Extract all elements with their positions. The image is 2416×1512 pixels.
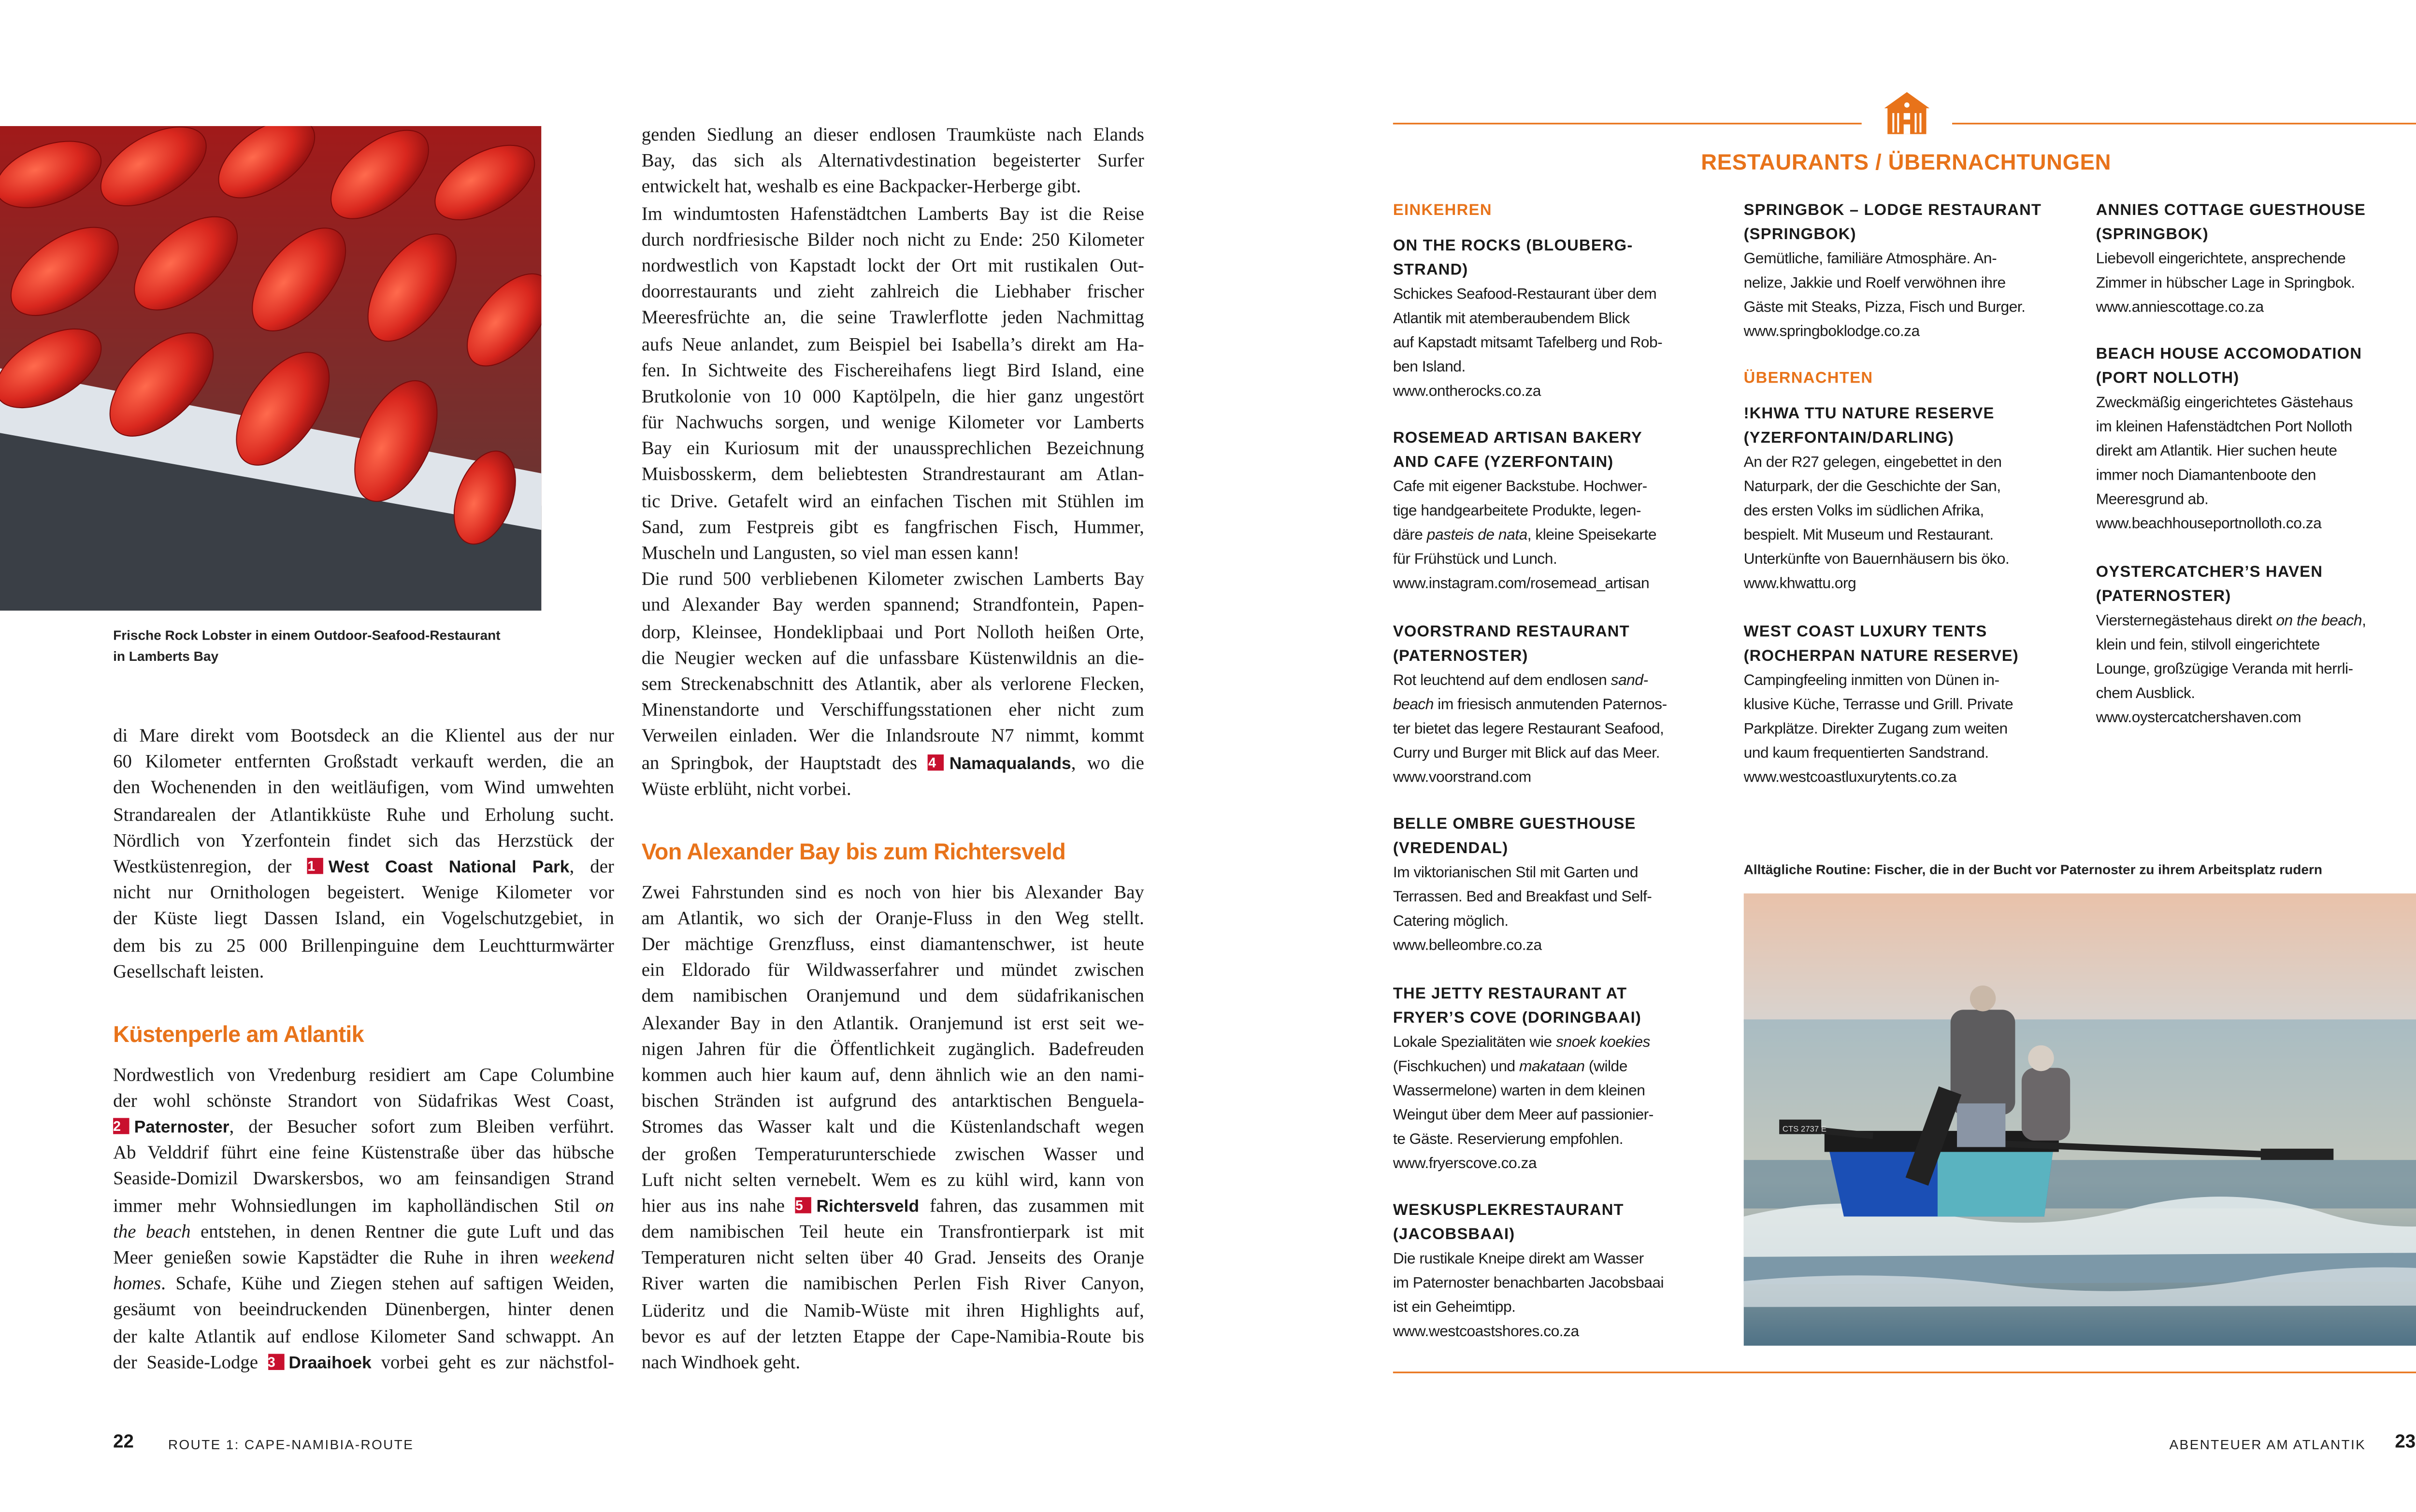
header-rule-right <box>1952 122 2416 124</box>
italic-term: beach <box>1393 695 1434 713</box>
text-line: Die rund 500 verbliebenen Kilometer zwischen Lamberts Bay <box>641 569 1144 590</box>
listing-title: (JACOBSBAAI) <box>1393 1226 1515 1244</box>
listing-text: Cafe mit eigener Backstube. Hochwer- <box>1393 478 1647 496</box>
text-line: der wohl schönste Strandort von Südafrikas West Coast, <box>113 1090 614 1112</box>
listing-text: Lokale Spezialitäten wie snoek koekies <box>1393 1033 1650 1051</box>
listing-text: Weingut über dem Meer auf passionier- <box>1393 1106 1654 1124</box>
location-name: Richtersveld <box>816 1197 920 1217</box>
listing-title: VOORSTRAND RESTAURANT <box>1393 623 1630 641</box>
paragraph <box>113 1063 614 1377</box>
running-title-left: ROUTE 1: CAPE-NAMIBIA-ROUTE <box>168 1436 414 1453</box>
listing-text: Curry und Burger mit Blick auf das Meer. <box>1393 744 1660 762</box>
text-line: Verweilen einladen. Wer die Inlandsroute N7 nimmt, kommt <box>641 726 1144 747</box>
italic-term: homes <box>113 1273 161 1295</box>
paragraph <box>642 201 1144 568</box>
listing-text: immer noch Diamantenboote den <box>2096 467 2316 485</box>
text-line: Luft nicht selten vernebelt. Wem es zu kühl wird, kann von <box>641 1169 1144 1190</box>
listing-url[interactable]: www.springboklodge.co.za <box>1743 322 1920 340</box>
running-title-right: ABENTEUER AM ATLANTIK <box>2169 1436 2366 1453</box>
text-line: bevor es auf der letzten Etappe der Cape-Namibia-Route bis <box>641 1326 1144 1347</box>
text-line: fen. In Sichtweite des Fischereihafens liegt Bird Island, eine <box>641 359 1144 381</box>
listing-entry <box>1393 813 1725 958</box>
text-line: Minenstandorte und Verschiffungsstationen eher nicht zum <box>641 699 1144 721</box>
page-number-left: 22 <box>113 1433 134 1453</box>
location-name: West Coast National Park <box>328 857 570 877</box>
listing-title: FRYER’S COVE (DORINGBAAI) <box>1393 1009 1641 1027</box>
listing-text: Die rustikale Kneipe direkt am Wasser <box>1393 1250 1644 1269</box>
text-line: Alexander Bay in den Atlantik. Oranjemund ist erst seit we- <box>641 1012 1144 1034</box>
location-marker: 5 <box>795 1197 811 1213</box>
text-line: an Springbok, der Hauptstadt des 4 Namaqualands, wo die <box>641 752 1144 773</box>
text-line: gesäumt von beeindruckenden Dünenbergen, hinter denen <box>113 1299 614 1321</box>
location-name: Draaihoek <box>288 1353 372 1373</box>
text-line: der Küste liegt Dassen Island, ein Vogelschutzgebiet, in <box>113 908 614 930</box>
listing-text: Liebevoll eingerichtete, ansprechende <box>2096 249 2346 268</box>
text-line: Zwei Fahrstunden sind es noch von hier bis Alexander Bay <box>641 881 1144 903</box>
text-line: Gesellschaft leisten. <box>113 960 264 982</box>
listing-title: (PORT NOLLOTH) <box>2096 370 2240 388</box>
listing-text: An der R27 gelegen, eingebettet in den <box>1743 454 2002 472</box>
text-line: the beach entstehen, in denen Rentner die gute Luft und das <box>113 1221 614 1242</box>
text-line: der kalte Atlantik auf endlose Kilometer Sand schwappt. An <box>113 1326 614 1347</box>
text-line: Brutkolonie von 10 000 Kaptölpeln, die hier ganz ungestört <box>641 385 1144 407</box>
listing-text: Viersternegästehaus direkt on the beach, <box>2096 611 2366 629</box>
text-line: Nordwestlich von Vredenburg residiert am Cape Columbine <box>113 1064 614 1085</box>
listing-title: (PATERNOSTER) <box>1393 647 1528 665</box>
listing-entry <box>1744 620 2075 789</box>
listing-text: Zweckmäßig eingerichtetes Gästehaus <box>2096 394 2353 412</box>
page-number-right: 23 <box>2395 1433 2416 1453</box>
header-rule-left <box>1393 122 1862 124</box>
listing-text: und kaum frequentierten Sandstrand. <box>1743 744 1989 762</box>
text-line: Bay ein Kuriosum mit der unaussprechlichen Bezeichnung <box>641 438 1144 459</box>
house-icon <box>1881 90 1933 136</box>
text-line: hier aus ins nahe 5 Richtersveld fahren, das zusammen mit <box>641 1195 1144 1217</box>
location-marker: 2 <box>113 1118 129 1134</box>
paragraph <box>113 724 614 985</box>
section-title: RESTAURANTS / ÜBERNACHTUNGEN <box>1701 150 2112 175</box>
boat-registration: CTS 2737 E <box>1782 1124 1826 1134</box>
italic-term: on <box>595 1195 614 1216</box>
listing-url[interactable]: www.westcoastshores.co.za <box>1393 1323 1579 1341</box>
listing-url[interactable]: www.belleombre.co.za <box>1393 937 1542 955</box>
listing-url[interactable]: www.beachhouseportnolloth.co.za <box>2096 515 2322 533</box>
text-line: nigen Jahren für die Öffentlichkeit zugänglich. Badefreuden <box>641 1038 1144 1060</box>
text-line: aufs Neue anlandet, zum Beispiel bei Isabella’s direkt am Ha- <box>641 333 1144 355</box>
listing-title: ON THE ROCKS (BLOUBERG- <box>1393 236 1633 255</box>
text-line: Muisbosskerm, dem beliebtesten Strandrestaurant am Atlan- <box>641 464 1144 485</box>
listing-text: Naturpark, der die Geschichte der San, <box>1743 478 2001 496</box>
listing-text: nelize, Jakkie und Roelf verwöhnen ihre <box>1743 273 2006 292</box>
location-name: Paternoster <box>134 1118 230 1138</box>
listing-text: Meeresgrund ab. <box>2096 491 2209 509</box>
caption-line: in Lamberts Bay <box>113 648 219 664</box>
text-line: Stromes das Wasser kalt und die Küstenlandschaft wegen <box>641 1117 1144 1138</box>
listing-text: auf Kapstadt mitsamt Tafelberg und Rob- <box>1393 333 1663 352</box>
text-line: den Wochenenden in den weitläufigen, vom Wind umwehten <box>113 777 614 799</box>
listing-url[interactable]: www.fryerscove.co.za <box>1393 1154 1537 1172</box>
listing-text: ist ein Geheimtipp. <box>1393 1298 1516 1317</box>
category-label: ÜBERNACHTEN <box>1743 370 1873 388</box>
fisher-photo-caption: Alltägliche Routine: Fischer, die in der Bucht vor Paternoster zu ihrem Arbeitsplatz rudern <box>1743 861 2322 878</box>
text-line: die Neugier wecken auf die unfassbare Küstenwildnis an die- <box>641 647 1144 669</box>
listing-title: AND CAFE (YZERFONTAIN) <box>1393 454 1614 472</box>
text-line: Nördlich von Yzerfontein findet sich das Herzstück der <box>113 830 614 851</box>
listing-title: OYSTERCATCHER’S HAVEN <box>2096 563 2323 581</box>
text-line: nach Windhoek geht. <box>641 1352 801 1373</box>
listing-title: SPRINGBOK – LODGE RESTAURANT <box>1743 201 2042 219</box>
listing-column-1 <box>1393 198 1725 1368</box>
text-line: homes. Schafe, Kühe und Ziegen stehen auf saftigen Weiden, <box>113 1273 614 1295</box>
text-line: Wüste erblüht, nicht vorbei. <box>641 778 851 799</box>
listing-text: beach im friesisch anmutenden Paternos- <box>1393 695 1667 713</box>
listing-entry <box>2096 342 2416 536</box>
subheading: Von Alexander Bay bis zum Richtersveld <box>641 838 1066 864</box>
listing-text: ben Island. <box>1393 357 1466 376</box>
text-line: dem namibischen Teil heute ein Transfrontierpark ist mit <box>641 1221 1144 1243</box>
listing-url[interactable]: www.instagram.com/rosemead_artisan <box>1393 575 1650 593</box>
text-line: dem namibischen Oranjemund und dem südafrikanischen <box>641 986 1144 1007</box>
listing-entry <box>2096 198 2416 319</box>
listing-url[interactable]: www.khwattu.org <box>1743 575 1856 593</box>
listing-title: !KHWA TTU NATURE RESERVE <box>1743 405 1995 424</box>
listing-text: des ersten Volks im südlichen Afrika, <box>1743 502 1984 520</box>
paragraph <box>642 568 1144 803</box>
listing-text: bespielt. Mit Museum und Restaurant. <box>1743 527 1994 545</box>
italic-term: on the beach <box>2276 611 2362 629</box>
listing-url[interactable]: www.voorstrand.com <box>1393 768 1531 786</box>
text-line: kommen auch hier kaum auf, denn ähnlich wie an den nami- <box>641 1064 1144 1086</box>
italic-term: pasteis de nata <box>1426 527 1527 545</box>
listing-text: im kleinen Hafenstädtchen Port Nolloth <box>2096 418 2352 436</box>
paragraph <box>642 123 1144 201</box>
listing-title: WESKUSPLEKRESTAURANT <box>1393 1202 1624 1220</box>
text-line: doorrestaurants und zieht zahlreich die Liebhaber frischer <box>641 281 1144 302</box>
fisher-photo <box>1744 893 2416 1345</box>
listing-url[interactable]: www.ontherocks.co.za <box>1393 382 1541 400</box>
body-column-1 <box>113 724 614 1376</box>
subheading: Küstenperle am Atlantik <box>113 1020 364 1047</box>
listing-title: WEST COAST LUXURY TENTS <box>1743 623 1987 641</box>
listing-url[interactable]: www.westcoastluxurytents.co.za <box>1743 768 1957 786</box>
body-column-2 <box>642 123 1144 1377</box>
listing-entry <box>1393 233 1725 403</box>
listing-entry <box>1744 198 2075 343</box>
text-line: immer mehr Wohnsiedlungen im kapholländischen Stil on <box>113 1195 614 1216</box>
listing-title: THE JETTY RESTAURANT AT <box>1393 984 1627 1003</box>
listing-text: (Fischkuchen) und makataan (wilde <box>1393 1057 1627 1075</box>
lobster-photo-caption <box>113 625 565 667</box>
text-line: nordwestlich von Kapstadt lockt der Ort mit rustikalen Out- <box>641 255 1144 276</box>
text-line: sem Streckenabschnitt des Atlantik, aber als verlorene Flecken, <box>641 673 1144 695</box>
text-line: Muscheln und Langusten, so viel man essen kann! <box>641 542 1020 564</box>
text-line: Westküstenregion, der 1 West Coast National Park, der <box>113 856 614 877</box>
listing-title: (VREDENDAL) <box>1393 840 1509 858</box>
text-line: für Nachwuchs sorgen, und wenige Kilometer vor Lamberts <box>641 412 1144 433</box>
listing-text: Rot leuchtend auf dem endlosen sand- <box>1393 671 1648 689</box>
text-line: und Alexander Bay werden spannend; Strandfontein, Papen- <box>641 595 1144 616</box>
location-marker: 3 <box>268 1354 284 1369</box>
text-line: der großen Temperaturunterschiede zwischen Wasser und <box>641 1143 1144 1164</box>
text-line: entwickelt hat, weshalb es eine Backpacker-Herberge gibt. <box>641 176 1081 198</box>
listing-column-2 <box>1744 198 2075 813</box>
text-line: tic Drive. Getafelt wird an einfachen Tischen mit Stühlen im <box>641 490 1144 512</box>
listing-text: ter bietet das legere Restaurant Seafood, <box>1393 719 1664 738</box>
listing-text: te Gäste. Reservierung empfohlen. <box>1393 1130 1624 1148</box>
text-line: Sand, zum Festpreis gibt es fangfrischen Fisch, Hummer, <box>641 516 1144 538</box>
listing-text: Parkplätze. Direkter Zugang zum weiten <box>1743 719 2008 738</box>
text-line: bischen Stränden ist aufgrund des antarktischen Benguela- <box>641 1091 1144 1112</box>
listing-title: (PATERNOSTER) <box>2096 587 2231 605</box>
location-name: Namaqualands <box>949 754 1071 773</box>
listing-text: Zimmer in hübscher Lage in Springbok. <box>2096 273 2355 292</box>
listing-title: BEACH HOUSE ACCOMODATION <box>2096 345 2362 364</box>
listing-title: STRAND) <box>1393 261 1468 279</box>
listing-title: (SPRINGBOK) <box>1743 225 1856 243</box>
paragraph <box>642 880 1144 1377</box>
italic-term: makataan <box>1519 1057 1585 1075</box>
text-line: Strandarealen der Atlantikküste Ruhe und Erholung sucht. <box>113 804 614 825</box>
category-label: EINKEHREN <box>1393 201 1492 219</box>
listing-title: (SPRINGBOK) <box>2096 225 2209 243</box>
text-line: ein Eldorado für Wildwasserfahrer und mündet zwischen <box>641 960 1144 981</box>
listing-entry <box>1393 1199 1725 1344</box>
italic-term: the beach <box>113 1221 191 1242</box>
listing-text: Unterkünfte von Bauernhäusern bis öko. <box>1743 551 2010 569</box>
text-line: River warten die namibischen Perlen Fish River Canyon, <box>641 1273 1144 1295</box>
listing-text: Im viktorianischen Stil mit Garten und <box>1393 864 1639 883</box>
italic-term: weekend <box>549 1247 614 1269</box>
text-line: Meeresfrüchte an, die seine Trawlerflotte jeden Nachmittag <box>641 307 1144 328</box>
listing-title: ANNIES COTTAGE GUESTHOUSE <box>2096 201 2366 219</box>
text-line: Der mächtige Grenzfluss, einst diamantenschwer, ist heute <box>641 934 1144 955</box>
caption-line: Frische Rock Lobster in einem Outdoor-Seafood-Restaurant <box>113 627 501 643</box>
listing-entry <box>1393 620 1725 789</box>
text-line: Seaside-Domizil Dwarskersbos, wo am feinsandigen Strand <box>113 1169 614 1190</box>
listing-column-3 <box>2096 198 2416 753</box>
listing-text: Campingfeeling inmitten von Dünen in- <box>1743 671 1999 689</box>
italic-term: snoek koekies <box>1556 1033 1650 1051</box>
listing-text: Gäste mit Steaks, Pizza, Fisch und Burger. <box>1743 298 2026 316</box>
text-line: der Seaside-Lodge 3 Draaihoek vorbei geht es zur nächstfol- <box>113 1352 614 1373</box>
text-line: Im windumtosten Hafenstädtchen Lamberts Bay ist die Reise <box>641 202 1144 224</box>
text-line: Bay, das sich als Alternativdestination begeisterter Surfer <box>641 150 1144 172</box>
text-line: Temperaturen nicht selten über 40 Grad. Jenseits des Oranje <box>641 1247 1144 1269</box>
listing-entry <box>2096 560 2416 729</box>
text-line: dorp, Kleinsee, Hondeklipbaai und Port Nolloth heißen Orte, <box>641 621 1144 642</box>
location-marker: 4 <box>928 754 944 770</box>
text-line: 60 Kilometer entfernten Großstadt verkauft werden, die an <box>113 751 614 773</box>
listing-title: BELLE OMBRE GUESTHOUSE <box>1393 815 1636 834</box>
listing-url[interactable]: www.anniescottage.co.za <box>2096 298 2264 316</box>
listing-entry <box>1744 402 2075 596</box>
listing-text: Gemütliche, familiäre Atmosphäre. An- <box>1743 249 1997 268</box>
listing-title: (ROCHERPAN NATURE RESERVE) <box>1743 647 2019 665</box>
listing-title: (YZERFONTAIN/DARLING) <box>1743 429 1954 448</box>
listing-text: Wassermelone) warten in dem kleinen <box>1393 1082 1645 1099</box>
text-line: Lüderitz und die Namib-Wüste mit ihren Highlights auf, <box>641 1300 1144 1321</box>
location-marker: 1 <box>307 858 323 874</box>
text-line: Ab Velddrif führt eine feine Küstenstraße über das hübsche <box>113 1142 614 1164</box>
italic-term: sand- <box>1611 671 1648 689</box>
text-line: nicht nur Ornithologen begeistert. Wenige Kilometer vor <box>113 882 614 903</box>
listing-text: für Frühstück und Lunch. <box>1393 551 1557 569</box>
listing-text: Terrassen. Bed and Breakfast und Self- <box>1393 888 1652 907</box>
listing-text: däre pasteis de nata, kleine Speisekarte <box>1393 527 1657 545</box>
text-line: di Mare direkt vom Bootsdeck an die Klientel aus der nur <box>113 725 614 747</box>
text-line: 2 Paternoster, der Besucher sofort zum Bleiben verführt. <box>113 1116 614 1138</box>
text-line: durch nordfriesische Bilder noch nicht zu Ende: 250 Kilometer <box>641 229 1144 250</box>
text-line: dem bis zu 25 000 Brillenpinguine dem Leuchtturmwärter <box>113 934 614 956</box>
listing-text: tige handgearbeitete Produkte, legen- <box>1393 502 1641 520</box>
listing-title: ROSEMEAD ARTISAN BAKERY <box>1393 429 1642 448</box>
text-line: genden Siedlung an dieser endlosen Traumküste nach Elands <box>641 124 1144 145</box>
listing-text: Schickes Seafood-Restaurant über dem <box>1393 285 1657 303</box>
listing-text: klein und fein, stilvoll eingerichtete <box>2096 636 2320 654</box>
listing-text: klusive Küche, Terrasse und Grill. Private <box>1743 695 2013 713</box>
listing-text: im Paternoster benachbarten Jacobsbaai <box>1393 1274 1664 1293</box>
listing-text: direkt am Atlantik. Hier suchen heute <box>2096 442 2337 461</box>
listing-text: chem Ausblick. <box>2096 684 2195 702</box>
listing-entry <box>1393 427 1725 596</box>
listing-entry <box>1393 982 1725 1175</box>
footer-rule <box>1393 1371 2416 1373</box>
listing-text: Lounge, großzügige Veranda mit herrli- <box>2096 660 2353 678</box>
listing-text: Atlantik mit atemberaubendem Blick <box>1393 309 1630 328</box>
text-line: Meer genießen sowie Kapstädter die Ruhe in ihren weekend <box>113 1247 614 1269</box>
lobster-photo <box>0 126 541 611</box>
listing-url[interactable]: www.oystercatchershaven.com <box>2096 708 2301 727</box>
listing-text: Catering möglich. <box>1393 913 1509 931</box>
text-line: am Atlantik, wo sich der Oranje-Fluss in den Weg stellt. <box>641 908 1144 929</box>
